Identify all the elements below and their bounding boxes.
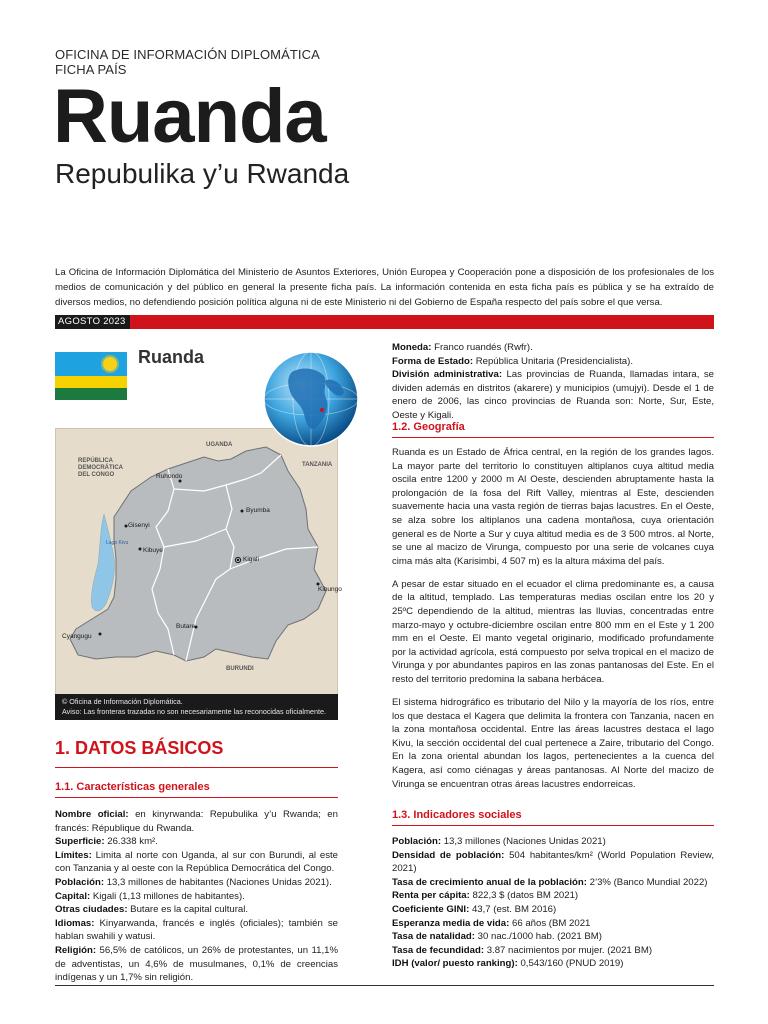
label-drc-line2: DEMOCRÁTICA: [78, 465, 123, 471]
page-subtitle: Repubulika y’u Rwanda: [55, 158, 350, 189]
country-map: [55, 428, 342, 720]
caracteristica-item: [55, 849, 338, 876]
caracteristicas-list: [55, 808, 338, 985]
info-item-value: República Unitaria (Presidencialista).: [473, 355, 633, 367]
city-kigali: Kigali: [243, 556, 259, 563]
caracteristica-item-value: 56,5% de católicos, un 26% de protestantes, un 11,1% de adventistas, un 4,6% de musulmanes, 0,1% de creencias indígenas y un 1,7% sin religión.: [55, 944, 338, 984]
geografia-paragraph: A pesar de estar situado en el ecuador el clima predominante es, a causa de la altitud, templado. Las temperaturas medias oscilan entre los 20 y 25ºC dependiendo de la altitud, mientras las lluvias, concentradas entre marzo-mayo y octubre-diciembre oscilan entre 800 mm en el Este y 1 200 mm en el Oeste. El manto vegetal originario, modificado profundamente por la actividad agrícola, está compuesto por selva tropical en el macizo de Virunga y por abundantes papiros en las zonas pantanosas del Este. En el resto del territorio predomina la sabana herbácea.: [392, 578, 714, 685]
caracteristica-item: [55, 903, 338, 917]
caracteristica-item-value: Kinyarwanda, francés e inglés (oficiales); también se hablan swahili y watusi.: [55, 917, 338, 943]
city-dot: [99, 633, 102, 636]
caracteristica-item-label: Capital:: [55, 890, 91, 902]
caracteristica-item-value: Kigali (1,13 millones de habitantes).: [90, 890, 245, 902]
indicador-item: [392, 876, 714, 890]
geografia-paragraph: Ruanda es un Estado de África central, en la región de los grandes lagos. La mayor parte del territorio lo constituyen altiplanos cuya altitud media oscila entre 1200 y 2000 m Al Oeste, descienden abruptamente hasta la prolongación de la fosa del Rift Valley, mientras al Este, descienden suavemente hacia una vasta región de tierras bajas lacustres. En el Oeste, se alza sobre los altiplanos una cadena montañosa, cuya orientación general es de Norte a Sur y cuya altitud media es de 3 500 mtros. al Norte, se une al macizo de Virunga, compuesto por una serie de volcanes cuya cima más alta (Karisimbi, 4 507 m) es la altura máxima del país.: [392, 447, 714, 567]
caracteristica-item-value: Butare es la capital cultural.: [127, 904, 249, 916]
globe-locator-icon: [262, 350, 360, 448]
city-ruhondo: Ruhondo: [156, 473, 183, 480]
page-title: Ruanda: [53, 74, 326, 159]
caracteristica-item-label: Población:: [55, 876, 105, 888]
indicador-item-label: Tasa de crecimiento anual de la población:: [392, 876, 587, 888]
indicador-item: [392, 944, 714, 958]
caracteristica-item: [55, 944, 338, 985]
section-heading-caracteristicas: 1.1. Características generales: [55, 780, 338, 798]
caracteristica-item-label: Nombre oficial:: [55, 809, 129, 820]
info-item-label: Forma de Estado:: [392, 355, 474, 367]
office-name: OFICINA DE INFORMACIÓN DIPLOMÁTICA: [55, 47, 320, 62]
section-heading-datos-basicos: 1. DATOS BÁSICOS: [55, 737, 338, 768]
info-item: [392, 368, 714, 422]
indicador-item: [392, 849, 714, 876]
caracteristica-item-label: Otras ciudades:: [55, 904, 128, 916]
caracteristica-item-label: Límites:: [55, 849, 92, 861]
label-drc-line1: REPÚBLICA: [78, 458, 114, 464]
indicador-item: [392, 889, 714, 903]
lake-kivu-shape: [91, 514, 114, 611]
indicadores-list: [392, 835, 714, 971]
map-caption-copyright: © Oficina de Información Diplomática.: [62, 697, 183, 706]
city-dot: [139, 548, 142, 551]
label-burundi: BURUNDI: [226, 666, 254, 672]
caracteristica-item-value: Limita al norte con Uganda, al sur con Burundi, al este con Tanzania y al oeste con la República Democrática del Congo.: [55, 849, 338, 875]
city-kibungo: Kibungo: [318, 586, 342, 593]
caracteristica-item-value: 13,3 millones de habitantes (Naciones Unidas 2021).: [104, 876, 332, 888]
map-caption-notice: Aviso: Las fronteras trazadas no son necesariamente las reconocidas oficialmente.: [62, 707, 326, 716]
caracteristica-item: [55, 917, 338, 944]
city-cyangugu: Cyangugu: [62, 633, 92, 640]
indicador-item: [392, 930, 714, 944]
flag-sun-icon: [103, 357, 117, 371]
caracteristica-item-value: en kinyrwanda: Repubulika y’u Rwanda; en francés: République du Rwanda.: [55, 809, 338, 834]
indicador-item-label: Tasa de fecundidad:: [392, 944, 485, 956]
info-item: [392, 341, 714, 355]
caracteristica-item-label: Superficie:: [55, 836, 105, 848]
indicador-item: [392, 903, 714, 917]
info-item: [392, 355, 714, 369]
info-item-value: Franco ruandés (Rwfr).: [431, 342, 533, 353]
indicador-item-label: Tasa de natalidad:: [392, 931, 475, 943]
date-bar: [55, 315, 714, 329]
rwanda-flag-icon: [55, 352, 127, 400]
caracteristica-item-label: Idiomas:: [55, 917, 95, 929]
indicador-item-label: Densidad de población:: [392, 849, 505, 861]
city-butare: Butare: [176, 623, 196, 630]
map-country-name: Ruanda: [138, 347, 205, 367]
indicador-item-value: 13,3 millones (Naciones Unidas 2021): [441, 836, 606, 847]
caracteristica-item: [55, 835, 338, 849]
section-heading-geografia: 1.2. Geografía: [392, 420, 714, 438]
caracteristica-item: [55, 890, 338, 904]
caracteristica-item: [55, 808, 338, 835]
indicador-item-value: 2’3% (Banco Mundial 2022): [586, 876, 708, 888]
indicador-item-value: 0,543/160 (PNUD 2019): [517, 958, 624, 970]
geografia-text: [392, 446, 714, 791]
indicador-item-value: 30 nac./1000 hab. (2021 BM): [475, 931, 602, 943]
label-uganda: UGANDA: [206, 442, 233, 448]
footer-divider: [55, 985, 714, 986]
indicador-item-value: 66 años (BM 2021: [509, 917, 591, 929]
caracteristica-item-label: Religión:: [55, 944, 97, 956]
info-item-label: División administrativa:: [392, 369, 503, 381]
geografia-paragraph: El sistema hidrográfico es tributario del Nilo y la mayoría de los ríos, entre los que destaca el Kagera que delimita la frontera con Tanzania, nacen en la zona montañosa occidental. Entre las áreas lacustres destaca el lago Kivu, la sección occidental del cual pertenece a Zaire, tributario del Congo. En la zona oriental abundan los lagos, pertenecientes a la cuenca del Kagera, así como ciénagas y áreas pantanosas. Al Norte del macizo de Virunga se encuentran otras áreas lacustres endorreicas.: [392, 697, 714, 790]
label-drc-line3: DEL CONGO: [78, 472, 115, 478]
indicador-item: [392, 835, 714, 849]
document-type: FICHA PAÍS: [55, 62, 127, 77]
indicador-item-label: Población:: [392, 836, 442, 847]
indicador-item-value: 822,3 $ (datos BM 2021): [469, 890, 579, 902]
indicador-item-value: 43,7 (est. BM 2016): [469, 903, 557, 915]
right-top-list: [392, 341, 714, 423]
indicador-item: [392, 917, 714, 931]
label-tanzania: TANZANIA: [302, 462, 333, 468]
city-dot: [241, 510, 244, 513]
capital-dot: [237, 559, 239, 561]
label-drc: [78, 458, 123, 479]
date-label: AGOSTO 2023: [55, 315, 130, 329]
indicador-item-label: Esperanza media de vida:: [392, 917, 510, 929]
city-kibuye: Kibuye: [143, 547, 163, 554]
city-byumba: Byumba: [246, 507, 270, 514]
indicador-item-label: Renta per cápita:: [392, 890, 470, 902]
indicador-item-label: Coeficiente GINI:: [392, 903, 470, 915]
map-caption: [55, 694, 338, 720]
caracteristica-item-value: 26.338 km².: [104, 836, 158, 848]
section-heading-indicadores: 1.3. Indicadores sociales: [392, 808, 714, 826]
info-item-label: Moneda:: [392, 342, 432, 353]
indicador-item: [392, 957, 714, 971]
indicador-item-value: 504 habitantes/km² (World Population Review, 2021): [392, 849, 714, 875]
indicador-item-value: 3.87 nacimientos por mujer. (2021 BM): [484, 944, 653, 956]
intro-paragraph: La Oficina de Información Diplomática del Ministerio de Asuntos Exteriores, Unión Europea y Cooperación pone a disposición de los profesionales de los medios de comunicación y del público en general la presente ficha país. La información contenida en esta ficha país es pública y se ha extraído de diversos medios, no defendiendo posición política alguna ni de este Ministerio ni del Gobierno de España respecto del país sobre el que versa.: [55, 267, 714, 308]
city-gisenyi: Gisenyi: [128, 522, 150, 529]
label-lake-kivu: Lago Kivu: [106, 540, 129, 546]
caracteristica-item: [55, 876, 338, 890]
indicador-item-label: IDH (valor/ puesto ranking):: [392, 958, 518, 970]
info-item-value: Las provincias de Ruanda, llamadas intara, se dividen además en distritos (akarere) y municipios (umujyi). Desde el 1 de enero de 2006, las cinco provincias de Ruanda son: Norte, Sur, Este, Oeste y Kigali.: [392, 369, 714, 421]
